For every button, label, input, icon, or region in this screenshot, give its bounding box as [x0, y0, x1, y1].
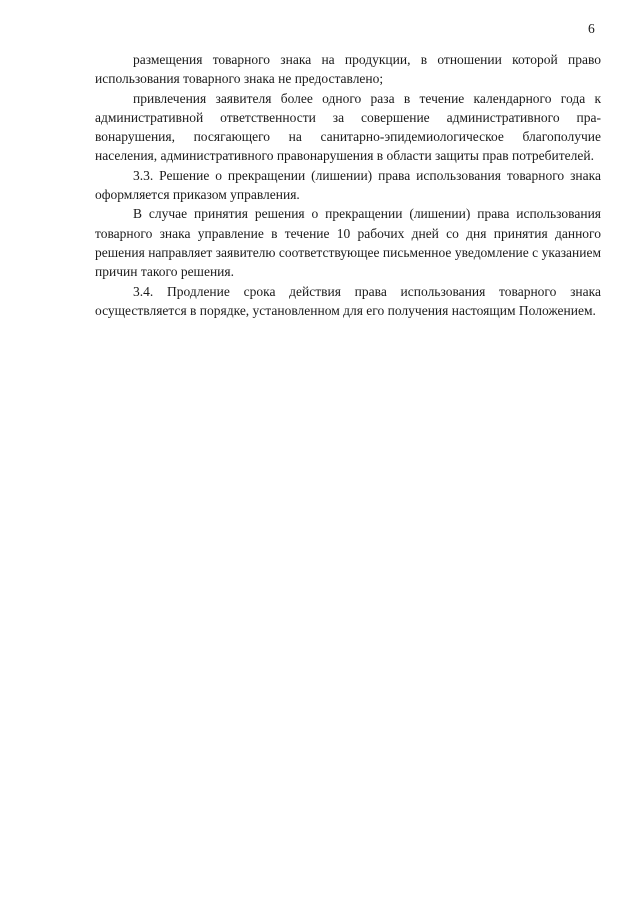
- paragraph-trademark-placement: размещения товарного знака на продукции, в отношении которой право использования товарного знака не предоставлено;: [95, 52, 601, 87]
- paragraph-termination-notice: В случае принятия решения о прекращении (лишении) права использования товарного знака управление в течение 10 рабочих дней со дня принятия данного решения направляет заявителю соответствующее письменное уведомление с указанием причин такого решения.: [95, 206, 601, 280]
- paragraph-administrative-liability: привлечения заявителя более одного раза в течение календарного года к административной ответственности за совершение административного правонарушения, посягающего на санитарно-эпидемиологическое благополучие населения, административного правонарушения в области защиты прав потребителей.: [95, 90, 601, 164]
- paragraph-section-3-4: 3.4. Продление срока действия права использования товарного знака осуществляется в порядке, установленном для его получения настоящим Положением.: [95, 283, 601, 318]
- paragraph-section-3-3: 3.3. Решение о прекращении (лишении) права использования товарного знака оформляется приказом управления.: [95, 167, 601, 203]
- document-body: [95, 50, 601, 320]
- page-number: 6: [588, 21, 595, 36]
